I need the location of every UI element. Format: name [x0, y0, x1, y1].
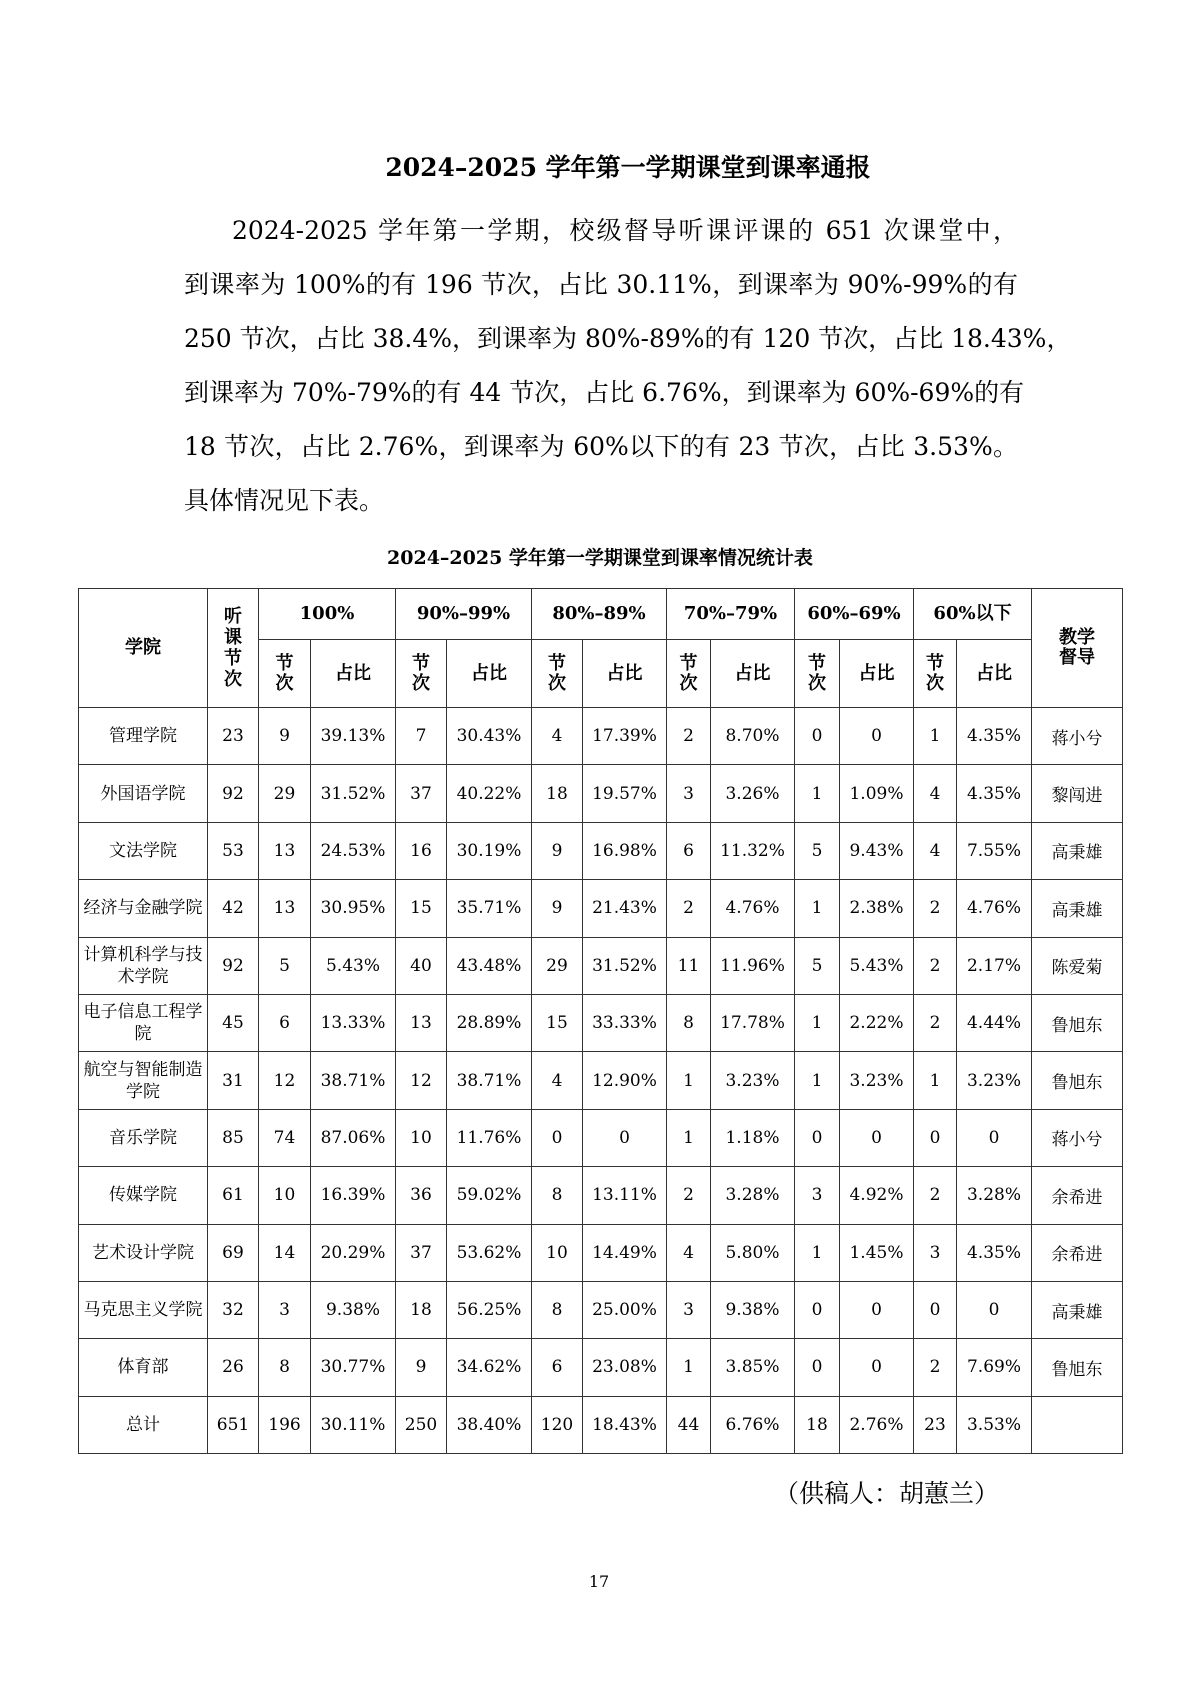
value-cell: 45 — [208, 994, 259, 1051]
header-range: 100% — [259, 589, 396, 640]
table-row — [79, 994, 1123, 1051]
table-row — [79, 822, 1123, 879]
value-cell: 18 — [795, 1396, 840, 1453]
value-cell: 16 — [396, 822, 447, 879]
table-row — [79, 1339, 1123, 1396]
value-cell: 18.43% — [583, 1396, 667, 1453]
value-cell: 92 — [208, 765, 259, 822]
value-cell: 9.38% — [711, 1281, 795, 1338]
paragraph-line: 到课率为 70%-79%的有 44 节次，占比 6.76%，到课率为 60%-69%的有 — [184, 378, 1025, 407]
header-sessions: 听课节次 — [208, 589, 259, 708]
value-cell: 2 — [914, 994, 957, 1051]
table-row — [79, 880, 1123, 937]
college-cell: 航空与智能制造学院 — [79, 1052, 208, 1109]
value-cell: 33.33% — [583, 994, 667, 1051]
value-cell: 1 — [795, 1224, 840, 1281]
value-cell: 3.23% — [957, 1052, 1032, 1109]
value-cell: 35.71% — [447, 880, 532, 937]
college-cell: 音乐学院 — [79, 1109, 208, 1166]
value-cell: 3 — [795, 1167, 840, 1224]
value-cell: 1 — [914, 1052, 957, 1109]
value-cell: 1 — [795, 765, 840, 822]
header-count: 节次 — [532, 640, 583, 708]
value-cell: 23.08% — [583, 1339, 667, 1396]
value-cell: 3 — [667, 765, 711, 822]
college-cell: 总计 — [79, 1396, 208, 1453]
attendance-table — [78, 588, 1123, 1454]
value-cell: 250 — [396, 1396, 447, 1453]
value-cell: 12 — [259, 1052, 311, 1109]
value-cell: 3.28% — [711, 1167, 795, 1224]
supervisor-cell: 蒋小兮 — [1032, 1109, 1123, 1166]
value-cell: 15 — [396, 880, 447, 937]
value-cell: 4.76% — [957, 880, 1032, 937]
table-row — [79, 1167, 1123, 1224]
value-cell: 2 — [914, 880, 957, 937]
value-cell: 37 — [396, 765, 447, 822]
value-cell: 0 — [795, 708, 840, 765]
value-cell: 0 — [840, 1281, 914, 1338]
value-cell: 1 — [795, 1052, 840, 1109]
paragraph-line: 18 节次，占比 2.76%，到课率为 60%以下的有 23 节次，占比 3.53%。 — [184, 432, 1018, 461]
value-cell: 0 — [583, 1109, 667, 1166]
value-cell: 11.76% — [447, 1109, 532, 1166]
value-cell: 12 — [396, 1052, 447, 1109]
value-cell: 4 — [532, 708, 583, 765]
value-cell: 5.43% — [840, 937, 914, 994]
value-cell: 3.53% — [957, 1396, 1032, 1453]
value-cell: 4 — [667, 1224, 711, 1281]
value-cell: 74 — [259, 1109, 311, 1166]
value-cell: 31 — [208, 1052, 259, 1109]
value-cell: 15 — [532, 994, 583, 1051]
value-cell: 3.23% — [711, 1052, 795, 1109]
value-cell: 16.98% — [583, 822, 667, 879]
supervisor-cell: 高秉雄 — [1032, 1281, 1123, 1338]
value-cell: 13 — [259, 880, 311, 937]
header-range: 60%–69% — [795, 589, 914, 640]
value-cell: 10 — [396, 1109, 447, 1166]
value-cell: 6 — [667, 822, 711, 879]
value-cell: 9 — [396, 1339, 447, 1396]
value-cell: 11 — [667, 937, 711, 994]
college-cell: 传媒学院 — [79, 1167, 208, 1224]
value-cell: 0 — [957, 1281, 1032, 1338]
value-cell: 3 — [259, 1281, 311, 1338]
value-cell: 2.17% — [957, 937, 1032, 994]
value-cell: 3.85% — [711, 1339, 795, 1396]
value-cell: 38.71% — [311, 1052, 396, 1109]
value-cell: 6 — [259, 994, 311, 1051]
value-cell: 2.22% — [840, 994, 914, 1051]
supervisor-cell: 鲁旭东 — [1032, 1339, 1123, 1396]
value-cell: 53.62% — [447, 1224, 532, 1281]
value-cell: 40.22% — [447, 765, 532, 822]
value-cell: 1 — [795, 880, 840, 937]
value-cell: 6 — [532, 1339, 583, 1396]
value-cell: 8.70% — [711, 708, 795, 765]
supervisor-cell: 陈爱菊 — [1032, 937, 1123, 994]
supervisor-cell: 黎闯进 — [1032, 765, 1123, 822]
value-cell: 1 — [667, 1339, 711, 1396]
value-cell: 2.76% — [840, 1396, 914, 1453]
value-cell: 9 — [259, 708, 311, 765]
header-range: 90%–99% — [396, 589, 532, 640]
value-cell: 0 — [957, 1109, 1032, 1166]
value-cell: 4.44% — [957, 994, 1032, 1051]
value-cell: 1.18% — [711, 1109, 795, 1166]
value-cell: 651 — [208, 1396, 259, 1453]
supervisor-cell: 鲁旭东 — [1032, 1052, 1123, 1109]
value-cell: 8 — [259, 1339, 311, 1396]
value-cell: 0 — [914, 1109, 957, 1166]
total-row — [79, 1396, 1123, 1453]
value-cell: 9 — [532, 822, 583, 879]
header-ratio: 占比 — [840, 640, 914, 708]
supervisor-cell: 余希进 — [1032, 1167, 1123, 1224]
supervisor-cell: 蒋小兮 — [1032, 708, 1123, 765]
value-cell: 92 — [208, 937, 259, 994]
value-cell: 2 — [667, 1167, 711, 1224]
value-cell: 32 — [208, 1281, 259, 1338]
supervisor-cell: 高秉雄 — [1032, 822, 1123, 879]
value-cell: 30.77% — [311, 1339, 396, 1396]
value-cell: 6.76% — [711, 1396, 795, 1453]
supervisor-cell: 高秉雄 — [1032, 880, 1123, 937]
value-cell: 3.28% — [957, 1167, 1032, 1224]
value-cell: 30.11% — [311, 1396, 396, 1453]
value-cell: 11.32% — [711, 822, 795, 879]
value-cell: 5.43% — [311, 937, 396, 994]
value-cell: 9 — [532, 880, 583, 937]
value-cell: 7.55% — [957, 822, 1032, 879]
value-cell: 1 — [795, 994, 840, 1051]
value-cell: 34.62% — [447, 1339, 532, 1396]
value-cell: 29 — [259, 765, 311, 822]
value-cell: 0 — [840, 1339, 914, 1396]
paragraph-line: 具体情况见下表。 — [184, 486, 385, 515]
value-cell: 1 — [667, 1109, 711, 1166]
college-cell: 经济与金融学院 — [79, 880, 208, 937]
value-cell: 13.11% — [583, 1167, 667, 1224]
value-cell: 85 — [208, 1109, 259, 1166]
value-cell: 38.71% — [447, 1052, 532, 1109]
value-cell: 18 — [532, 765, 583, 822]
table-row — [79, 1281, 1123, 1338]
table-row — [79, 708, 1123, 765]
value-cell: 23 — [208, 708, 259, 765]
value-cell: 3 — [914, 1224, 957, 1281]
value-cell: 30.43% — [447, 708, 532, 765]
value-cell: 21.43% — [583, 880, 667, 937]
supervisor-cell: 鲁旭东 — [1032, 994, 1123, 1051]
value-cell: 43.48% — [447, 937, 532, 994]
value-cell: 30.19% — [447, 822, 532, 879]
header-count: 节次 — [667, 640, 711, 708]
value-cell: 7 — [396, 708, 447, 765]
value-cell: 2 — [667, 880, 711, 937]
paragraph-line: 到课率为 100%的有 196 节次，占比 30.11%，到课率为 90%-99%的有 — [184, 270, 1018, 299]
table-row — [79, 1224, 1123, 1281]
value-cell: 28.89% — [447, 994, 532, 1051]
college-cell: 计算机科学与技术学院 — [79, 937, 208, 994]
college-cell: 马克思主义学院 — [79, 1281, 208, 1338]
paragraph-line: 2024-2025 学年第一学期，校级督导听课评课的 651 次课堂中， — [232, 216, 1018, 245]
table-row — [79, 1052, 1123, 1109]
value-cell: 9.43% — [840, 822, 914, 879]
header-ratio: 占比 — [583, 640, 667, 708]
value-cell: 4 — [914, 822, 957, 879]
value-cell: 13.33% — [311, 994, 396, 1051]
value-cell: 59.02% — [447, 1167, 532, 1224]
table-row — [79, 1109, 1123, 1166]
college-cell: 体育部 — [79, 1339, 208, 1396]
value-cell: 14.49% — [583, 1224, 667, 1281]
college-cell: 电子信息工程学院 — [79, 994, 208, 1051]
value-cell: 4.76% — [711, 880, 795, 937]
supervisor-cell — [1032, 1396, 1123, 1453]
value-cell: 5 — [795, 937, 840, 994]
value-cell: 26 — [208, 1339, 259, 1396]
value-cell: 53 — [208, 822, 259, 879]
header-count: 节次 — [259, 640, 311, 708]
value-cell: 37 — [396, 1224, 447, 1281]
value-cell: 29 — [532, 937, 583, 994]
value-cell: 0 — [532, 1109, 583, 1166]
value-cell: 12.90% — [583, 1052, 667, 1109]
value-cell: 16.39% — [311, 1167, 396, 1224]
value-cell: 19.57% — [583, 765, 667, 822]
value-cell: 2 — [914, 1167, 957, 1224]
value-cell: 8 — [532, 1167, 583, 1224]
header-range: 80%–89% — [532, 589, 667, 640]
paragraph-line: 250 节次，占比 38.4%，到课率为 80%-89%的有 120 节次，占比 18.43%， — [184, 324, 1072, 353]
value-cell: 4.92% — [840, 1167, 914, 1224]
table-row — [79, 937, 1123, 994]
value-cell: 1.09% — [840, 765, 914, 822]
header-ratio: 占比 — [711, 640, 795, 708]
value-cell: 20.29% — [311, 1224, 396, 1281]
value-cell: 4 — [914, 765, 957, 822]
value-cell: 4.35% — [957, 1224, 1032, 1281]
value-cell: 17.78% — [711, 994, 795, 1051]
value-cell: 0 — [840, 1109, 914, 1166]
header-count: 节次 — [914, 640, 957, 708]
value-cell: 39.13% — [311, 708, 396, 765]
value-cell: 3.23% — [840, 1052, 914, 1109]
value-cell: 5 — [795, 822, 840, 879]
value-cell: 18 — [396, 1281, 447, 1338]
value-cell: 61 — [208, 1167, 259, 1224]
value-cell: 56.25% — [447, 1281, 532, 1338]
value-cell: 0 — [840, 708, 914, 765]
value-cell: 4.35% — [957, 765, 1032, 822]
value-cell: 0 — [795, 1339, 840, 1396]
college-cell: 管理学院 — [79, 708, 208, 765]
value-cell: 23 — [914, 1396, 957, 1453]
value-cell: 0 — [795, 1109, 840, 1166]
value-cell: 1 — [667, 1052, 711, 1109]
value-cell: 11.96% — [711, 937, 795, 994]
value-cell: 31.52% — [311, 765, 396, 822]
value-cell: 5 — [259, 937, 311, 994]
value-cell: 7.69% — [957, 1339, 1032, 1396]
college-cell: 艺术设计学院 — [79, 1224, 208, 1281]
summary-paragraph — [184, 204, 1072, 528]
header-supervisor: 教学督导 — [1032, 589, 1123, 708]
value-cell: 10 — [259, 1167, 311, 1224]
value-cell: 24.53% — [311, 822, 396, 879]
supervisor-cell: 余希进 — [1032, 1224, 1123, 1281]
value-cell: 8 — [532, 1281, 583, 1338]
value-cell: 25.00% — [583, 1281, 667, 1338]
value-cell: 69 — [208, 1224, 259, 1281]
value-cell: 4 — [532, 1052, 583, 1109]
value-cell: 9.38% — [311, 1281, 396, 1338]
value-cell: 196 — [259, 1396, 311, 1453]
value-cell: 30.95% — [311, 880, 396, 937]
value-cell: 0 — [914, 1281, 957, 1338]
value-cell: 120 — [532, 1396, 583, 1453]
value-cell: 13 — [396, 994, 447, 1051]
value-cell: 36 — [396, 1167, 447, 1224]
value-cell: 10 — [532, 1224, 583, 1281]
value-cell: 38.40% — [447, 1396, 532, 1453]
college-cell: 文法学院 — [79, 822, 208, 879]
header-college: 学院 — [79, 589, 208, 708]
page-number: 17 — [588, 1572, 610, 1591]
value-cell: 8 — [667, 994, 711, 1051]
value-cell: 3.26% — [711, 765, 795, 822]
value-cell: 2.38% — [840, 880, 914, 937]
table-row — [79, 765, 1123, 822]
document-title: 2024–2025 学年第一学期课堂到课率通报 — [385, 153, 871, 182]
value-cell: 0 — [795, 1281, 840, 1338]
header-ratio: 占比 — [957, 640, 1032, 708]
header-count: 节次 — [795, 640, 840, 708]
value-cell: 42 — [208, 880, 259, 937]
header-count: 节次 — [396, 640, 447, 708]
college-cell: 外国语学院 — [79, 765, 208, 822]
value-cell: 87.06% — [311, 1109, 396, 1166]
header-ratio: 占比 — [311, 640, 396, 708]
value-cell: 1 — [914, 708, 957, 765]
header-ratio: 占比 — [447, 640, 532, 708]
value-cell: 17.39% — [583, 708, 667, 765]
value-cell: 44 — [667, 1396, 711, 1453]
header-range: 70%–79% — [667, 589, 795, 640]
value-cell: 31.52% — [583, 937, 667, 994]
value-cell: 5.80% — [711, 1224, 795, 1281]
value-cell: 2 — [914, 1339, 957, 1396]
value-cell: 40 — [396, 937, 447, 994]
value-cell: 2 — [914, 937, 957, 994]
value-cell: 1.45% — [840, 1224, 914, 1281]
table-title: 2024–2025 学年第一学期课堂到课率情况统计表 — [387, 547, 813, 569]
value-cell: 2 — [667, 708, 711, 765]
value-cell: 4.35% — [957, 708, 1032, 765]
header-range: 60%以下 — [914, 589, 1032, 640]
credit-line: （供稿人：胡蕙兰） — [774, 1479, 1000, 1508]
value-cell: 3 — [667, 1281, 711, 1338]
value-cell: 14 — [259, 1224, 311, 1281]
value-cell: 13 — [259, 822, 311, 879]
